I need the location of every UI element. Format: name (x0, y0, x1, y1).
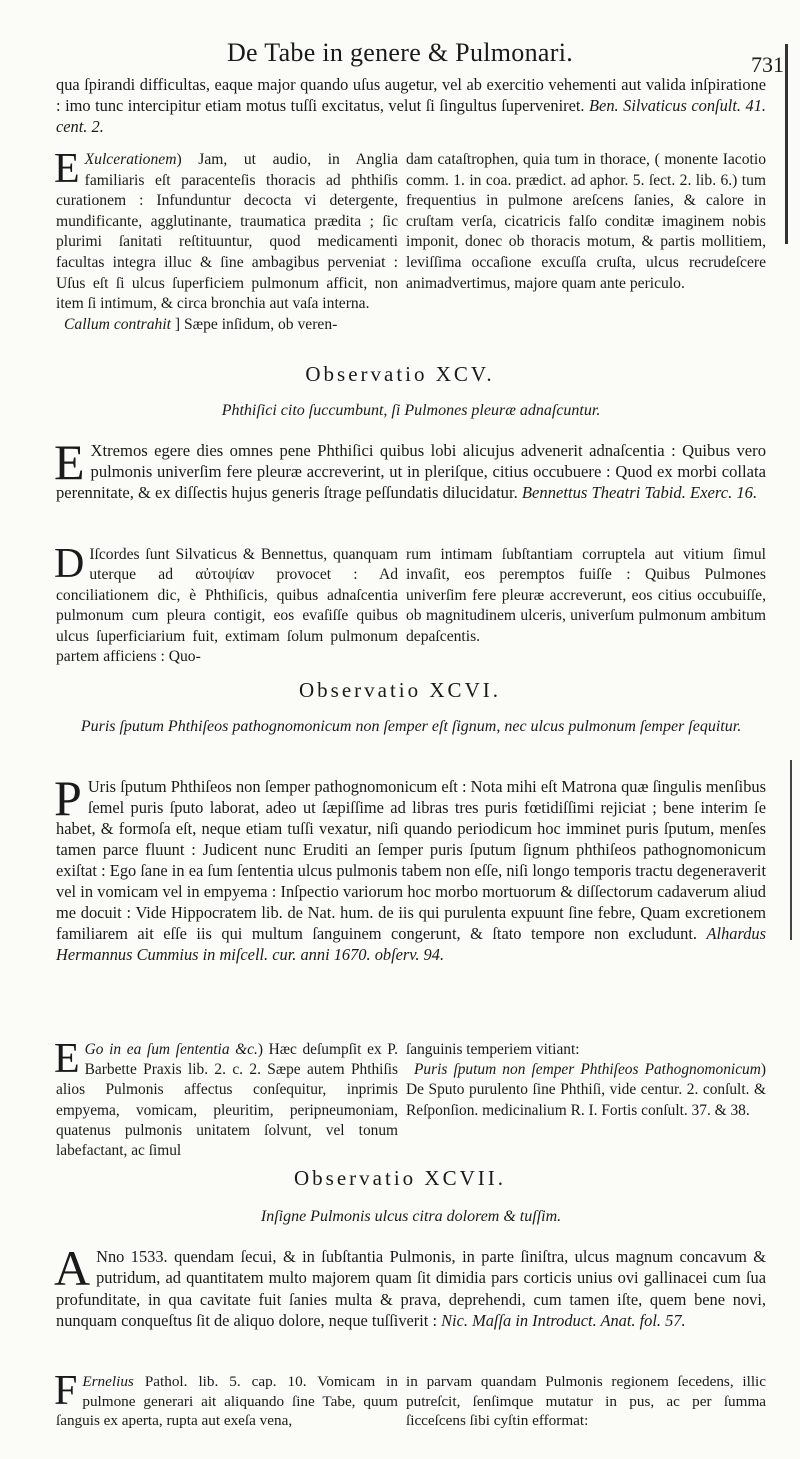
scholion-97-right (406, 1372, 766, 1431)
page-number: 731 (751, 52, 784, 77)
observation-text: Uris ſputum Phthiſeos non ſemper pathognomonicum eſt : Nota mihi eſt Matrona quæ ſingulis menſibus ſemel puris ſputo laborat, adeo ut ſæpiſſime ad libras tres puris fœtidiſſimi rejiciat ; bene interim ſe habet, & formoſa eſt, neque etiam tuſſi vexatur, niſi quando periodicum hoc imminet puris ſputum, menſes tamen parce fluunt : Judicent nunc Eruditi an ſemper puris ſputum ſignum phthiſeos pathognomonicum exiſtat : Ego ſane in ea ſum ſententia ulcus pulmonis tabem non eſſe, niſi longo temporis tractu degeneraverit vel in vomicam vel in empyema : Inſpectio variorum hoc morbo mortuorum & diſſectorum cadaverum aliud me docuit : Vide Hippocratem lib. de Nat. hum. de iis qui purulenta expuunt ſine febre, Quam excretionem familiarem ait eſſe iis qui multum ſanguinem congerunt, & ſtato tempore non excludunt. (56, 777, 766, 943)
observation-subtitle: Inſigne Pulmonis ulcus citra dolorem & tuſſim. (260, 1208, 562, 1225)
scholion-text: ) Hæc deſumpſit ex P. Barbette Praxis lib. 2. c. 2. Sæpe autem Phthiſis alios Pulmonis affectus conſequitur, inprimis empyema, vomicam, pleuritim, peripneumoniam, quatenus pulmonis unitatem ſolvunt, vel tonum labefactant, ac ſimul (56, 1041, 398, 1160)
scholion-96-left (54, 1036, 398, 1161)
observation-citation: Alhardus Hermannus Cummius in miſcell. cur. anni 1670. obſerv. 94. (56, 924, 766, 964)
observation-subtitle: Phthiſici cito ſuccumbunt, ſi Pulmones pleuræ adnaſcuntur. (221, 402, 601, 419)
running-head: De Tabe in genere & Pulmonari. (226, 38, 574, 67)
lemma: Ernelius (82, 1373, 134, 1390)
lemma: Puris ſputum non ſemper Phthiſeos Pathognomonicum (414, 1061, 761, 1079)
drop-cap: A (54, 1240, 91, 1296)
drop-cap: E (54, 146, 80, 192)
lemma: Go in ea ſum ſententia &c. (84, 1041, 258, 1058)
scholion-text: Iſcordes ſunt Silvaticus & Bennettus, quanquam uterque ad αὐτοψίαν provocet : Ad conciliationem dic, è Phthiſicis, quibus adnaſcentia pulmonum cum pleura contigit, eos evaſiſſe quibus ulcus ſuperficiarium fuit, extimam ſolum pulmonum partem afficiens : Quo- (56, 546, 398, 666)
drop-cap: E (54, 434, 85, 490)
intro-paragraph (56, 74, 766, 138)
lemma: Xulcerationem (84, 151, 177, 168)
observation-title: Observatio XCVI. (299, 678, 501, 702)
observation-body (54, 1240, 766, 1332)
observation-body (54, 770, 766, 965)
scholion-text: ) De Sputo purulento ſine Phthiſi, vide centur. 2. conſult. & Reſponſion. medicinalium R. I. Fortis conſult. 37. & 38. (406, 1061, 766, 1119)
scholion-text: Pathol. lib. 5. cap. 10. Vomicam in pulmone generari ait aliquando ſine Tabe, quum ſanguis ex aperta, rupta aut exeſa vena, (56, 1373, 398, 1430)
observation-citation: Nic. Maſſa in Introduct. Anat. fol. 57. (441, 1311, 686, 1331)
intro-citation: Ben. Silvaticus conſult. 41. cent. 2. (56, 96, 766, 137)
scholion-96-right (406, 1040, 766, 1121)
observation-text: Nno 1533. quendam ſecui, & in ſubſtantia Pulmonis, in parte ſiniſtra, ulcus magnum concavum & putridum, ad quantitatem multo majorem quam ſit dimidia pars corticis unius ovi gallinacei cum ſua profunditate, in qua cavitate fuit ſanies multa & prava, deprehendi, cum tamen iſte, quem bene novi, nunquam conqueſtus ſit de aliquo dolore, neque tuſſiverit : (56, 1247, 766, 1331)
scholion-text: ſanguinis temperiem vitiant: (406, 1041, 580, 1058)
scholion-1-left (54, 146, 398, 335)
drop-cap: F (54, 1368, 78, 1414)
observation-title: Observatio XCVII. (294, 1166, 506, 1190)
scholion-text: in parvam quandam Pulmonis regionem ſecedens, illic putreſcit, ſenſimque mutatur in pus, ac per ſumma ſicceſcens ſibi cyſtin efformat: (406, 1373, 766, 1430)
scholion-text: rum intimam ſubſtantiam corruptela aut vitium ſimul invaſit, eos peremptos fuiſſe : Quibus Pulmones univerſim fere pleuræ accreverunt, eos citius occubuiſſe, ob magnitudinem ulceris, univerſum pulmonum ambitum depaſcentis. (406, 546, 766, 645)
observation-title: Observatio XCV. (305, 362, 495, 386)
scholion-95-left (54, 541, 398, 667)
observation-citation: Bennettus Theatri Tabid. Exerc. 16. (521, 483, 758, 503)
observation-text: Xtremos egere dies omnes pene Phthiſici quibus lobi alicujus advenerit adnaſcentia : Quibus vero pulmonis univerſim fere pleuræ accreverint, ut in pleriſque, citius occubuere : Quod ex morbi collata perennitate, & ex diſſectis hujus generis ſtrage peſſundatis dilucidatur. (56, 441, 766, 503)
lemma: Callum contrahit (64, 315, 171, 333)
scholion-text: ) Jam, ut audio, in Anglia familiaris eſt paracenteſis thoracis ad phthiſis curationem : Infunduntur decocta vi detergente, mundificante, agglutinante, traumatica prædita ; ſic plurimi ſanitati reſtituuntur, quod medicamenti facultas integra illuc & ſine ambagibus perveniat : Uſus eſt ſi ulcus ſuperficiem pulmonum afficit, non item ſi intimum, & circa bronchia aut vaſa interna. (56, 151, 398, 313)
observation-subtitle: Puris ſputum Phthiſeos pathognomonicum non ſemper eſt ſignum, nec ulcus pulmonum ſemper ſequitur. (80, 718, 742, 735)
scholion-97-left (54, 1368, 398, 1431)
drop-cap: D (54, 541, 85, 587)
scholion-95-right (406, 545, 766, 647)
drop-cap: P (54, 770, 82, 826)
scholion-text: ] Sæpe inſidum, ob veren- (174, 315, 338, 333)
page-edge-shadow-lower (790, 760, 800, 940)
intro-text: qua ſpirandi difficultas, eaque major quando uſus augetur, vel ab exercitio vehementi aut valida inſpiratione : imo tunc intercipitur etiam motus tuſſi excitatus, velut ſi ſingultus ſuperveniret. (56, 75, 766, 116)
drop-cap: E (54, 1036, 80, 1082)
scholion-1-right (406, 150, 766, 294)
observation-body (54, 434, 766, 504)
page-edge-shadow (785, 44, 800, 244)
scholion-text: dam cataſtrophen, quia tum in thorace, ( monente Iacotio comm. 1. in coa. prædict. ad aphor. 5. ſect. 2. lib. 6.) tum frequentius in pulmone areſcens ſanies, & calore in cruſtam verſa, cicatricis falſo conditæ imaginem nobis imponit, donec ob thoracis motum, & partis mollitiem, leviſſima occaſione excuſſa cruſta, ulcus recrudeſcere animadvertimus, majore quam ante periculo. (406, 151, 766, 292)
